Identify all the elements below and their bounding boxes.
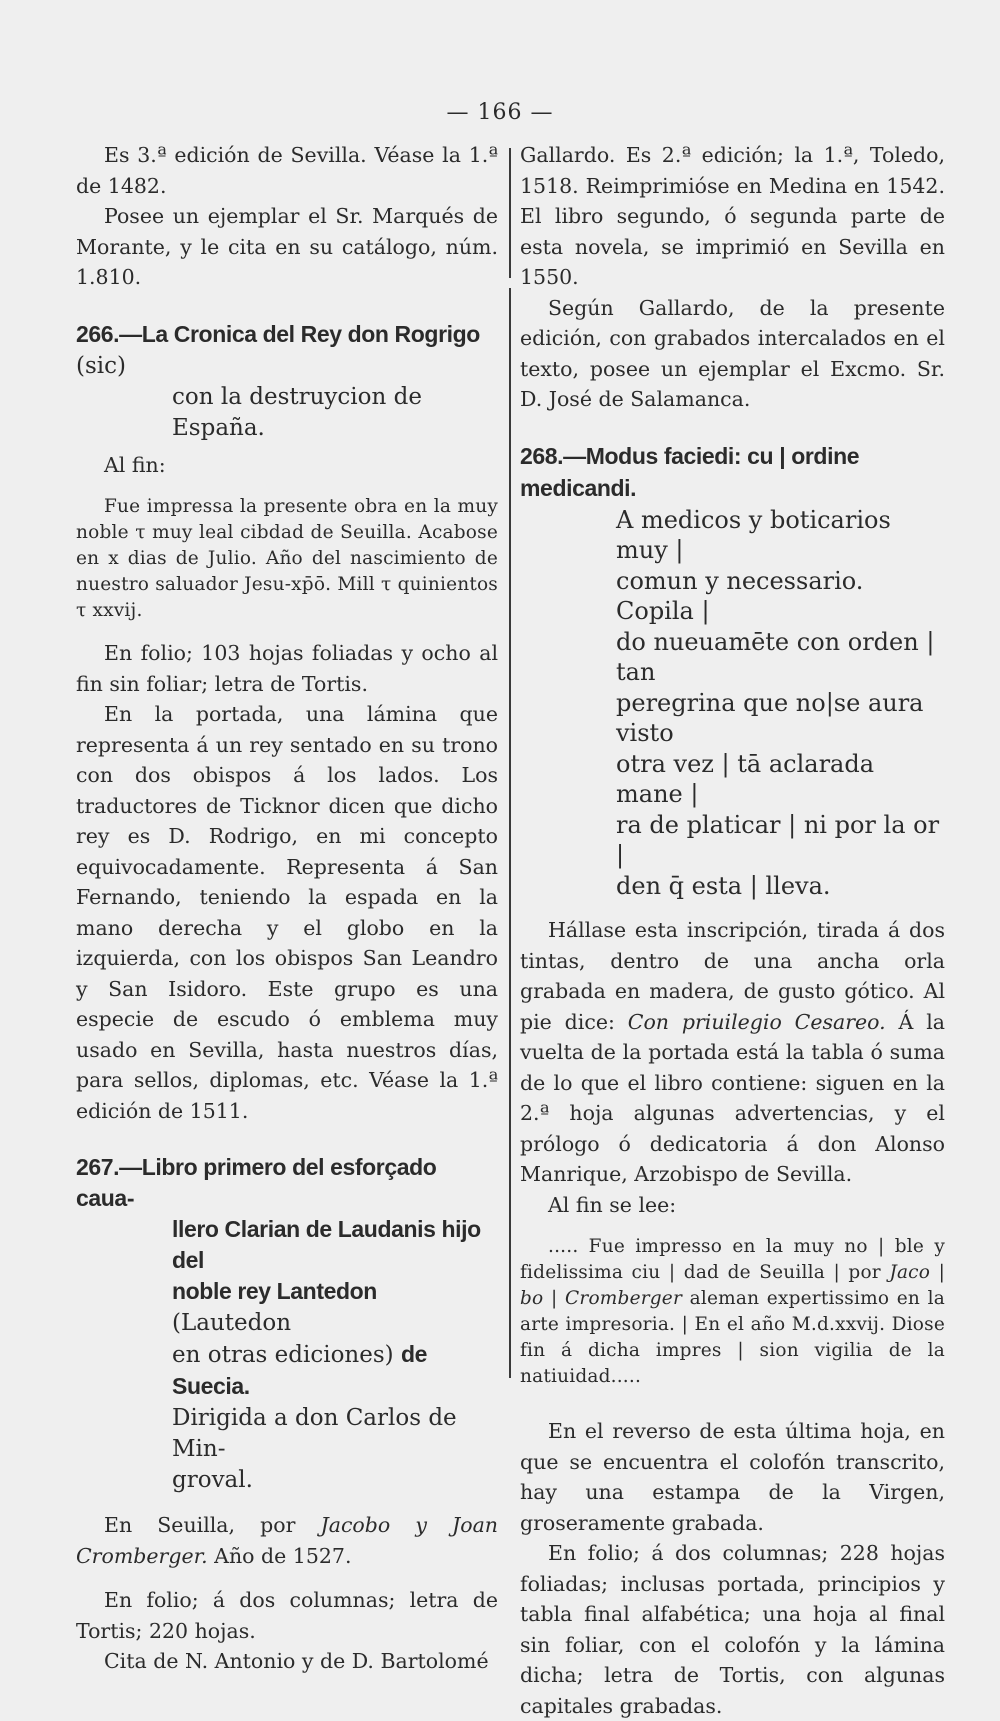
entry-267-title-line3a: noble rey Lantedon [172,1278,377,1304]
entry-267-imprint-a: En Seuilla, por [104,1513,321,1537]
entry-266-title: La Cronica del Rey don Rogrigo [141,320,480,347]
entry-268-title-line: A medicos y boticarios muy | [616,505,891,564]
entry-267-imprint [76,1510,498,1571]
entry-267-title-line4a: en otras ediciones) [172,1342,401,1368]
entry-266-para-1: En folio; 103 hojas foliadas y ocho al fin sin foliar; letra de Tortis. [76,641,498,696]
entry-268-title-line: ra de platicar | ni por la or | [616,810,940,869]
entry-267-title-line2: llero Clarian de Laudanis hijo del [172,1216,481,1273]
entry-268-colophon [520,1234,945,1390]
intro-para-1: Es 3.ª edición de Sevilla. Véase la 1.ª de 1482. [76,143,498,198]
entry-267-title-line5: Dirigida a don Carlos de Min- [172,1405,457,1462]
entry-266-heading [76,319,498,444]
entry-267-number: 267.— [76,1154,142,1180]
entry-266-number: 266.— [76,320,142,347]
entry-268-number: 268.— [520,442,586,469]
entry-268-para-4: En folio; á dos columnas; 228 hojas foliadas; inclusas portada, principios y tabla final alfabética; una hoja al final sin foliar, con el colofón y la lámina dicha; letra de Tortis, con algunas capitales grabadas. [520,1541,945,1718]
entry-266-sic: (sic) [76,352,126,379]
entry-268-colophon-it2: bo [520,1288,544,1309]
entry-268-title-line: otra vez | tā aclarada mane | [616,749,875,808]
entry-268-para-1a: Hállase esta inscripción, tirada á dos tintas, dentro de una ancha orla grabada en madera, de gusto gótico. Al pie dice: [520,918,945,1034]
entry-266-title-line2: con la destruycion de España. [172,383,422,441]
column-divider-upper [509,148,511,278]
entry-267-imprint-year: Año de 1527. [214,1543,352,1568]
right-column [520,140,945,1721]
entry-268-colophon-it1: Jaco [889,1262,931,1283]
entry-268-para-1b: Á la vuelta de la portada está la tabla ó suma de lo que el libro contiene: siguen en la 2.ª hoja algunas advertencias, y el prólogo ó dedicatoria á don Alonso Manrique, Arzobispo de Sevilla. [520,1009,946,1186]
entry-268-para-1 [520,915,945,1190]
entry-268-title-block [520,505,945,902]
entry-268-para-3: En el reverso de esta última hoja, en que se encuentra el colofón transcrito, hay una estampa de la Virgen, groseramente grabada. [520,1419,945,1535]
page-number: — 166 — [446,100,554,125]
left-column [76,140,498,1677]
entry-268-title-line: comun y necessario. Copila | [616,566,864,625]
right-cont-para-1: Gallardo. Es 2.ª edición; la 1.ª, Toledo, 1518. Reimprimióse en Medina en 1542. El libro segundo, ó segunda parte de esta novela, se imprimió en Sevilla en 1550. [520,143,945,289]
entry-268-colophon-sep: | [930,1262,946,1283]
entry-267-heading [76,1152,498,1496]
entry-268-title-line: do nueuamēte con orden | tan [616,627,935,686]
entry-266-colophon: Fue impressa la presente obra en la muy noble τ muy leal cibdad de Seuilla. Acabose en x dias de Julio. Año del nascimiento de nuestro saluador Jesu-xp̄ō. Mill τ quinientos τ xxvij. [76,496,498,621]
entry-268-privilege: Con priuilegio Cesareo. [627,1009,886,1034]
entry-267-para-1: En folio; á dos columnas; letra de Tortis; 220 hojas. [76,1588,498,1643]
right-cont-para-2: Según Gallardo, de la presente edición, con grabados intercalados en el texto, posee un ejemplar el Excmo. Sr. D. José de Salamanca. [520,295,945,411]
entry-267-title-line3b: (Lautedon [172,1310,292,1336]
entry-268-title-line: peregrina que no|se aura visto [616,688,924,747]
entry-266-alfin: Al fin: [104,452,166,477]
entry-268-colophon-a: ..... Fue impresso en la muy no | ble y fidelissima ciu | dad de Seuilla | por [520,1236,945,1283]
entry-267-title-line4b: de Suecia. [172,1341,427,1399]
entry-267-title-line1: Libro primero del esforçado caua- [76,1154,437,1211]
entry-267-para-2: Cita de N. Antonio y de D. Bartolomé [104,1649,489,1673]
entry-267-title-line6: groval. [172,1467,253,1493]
entry-267-imprint-printers: Jacobo y Joan Cromberger. [76,1513,498,1568]
entry-268-para-2: Al fin se lee: [548,1192,677,1217]
entry-268-title-line: den q̄ esta | lleva. [616,871,831,900]
entry-268-heading [520,441,945,505]
intro-para-2: Posee un ejemplar el Sr. Marqués de Morante, y le cita en su catálogo, núm. 1.810. [76,204,498,289]
entry-268-colophon-b: aleman expertissimo en la arte impresoria. | En el año M.d.xxvij. Diose fin á dicha impres | sion vigilia de la natiuidad..... [520,1288,945,1387]
column-divider-lower [509,288,511,1378]
entry-268-colophon-sep2: | [543,1288,566,1309]
entry-268-colophon-it3: Cromberger [565,1288,682,1309]
entry-268-title: Modus faciedi: cu | ordine medicandi. [520,442,860,501]
entry-266-para-2: En la portada, una lámina que representa á un rey sentado en su trono con dos obispos á los lados. Los traductores de Ticknor dicen que dicho rey es D. Rodrigo, en mi concepto equivocadamente. Representa á San Fernando, teniendo la espada en la mano derecha y el globo en la izquierda, con los obispos San Leandro y San Isidoro. Este grupo es una especie de escudo ó emblema muy usado en Sevilla, hasta nuestros días, para sellos, diplomas, etc. Véase la 1.ª edición de 1511. [76,702,498,1123]
